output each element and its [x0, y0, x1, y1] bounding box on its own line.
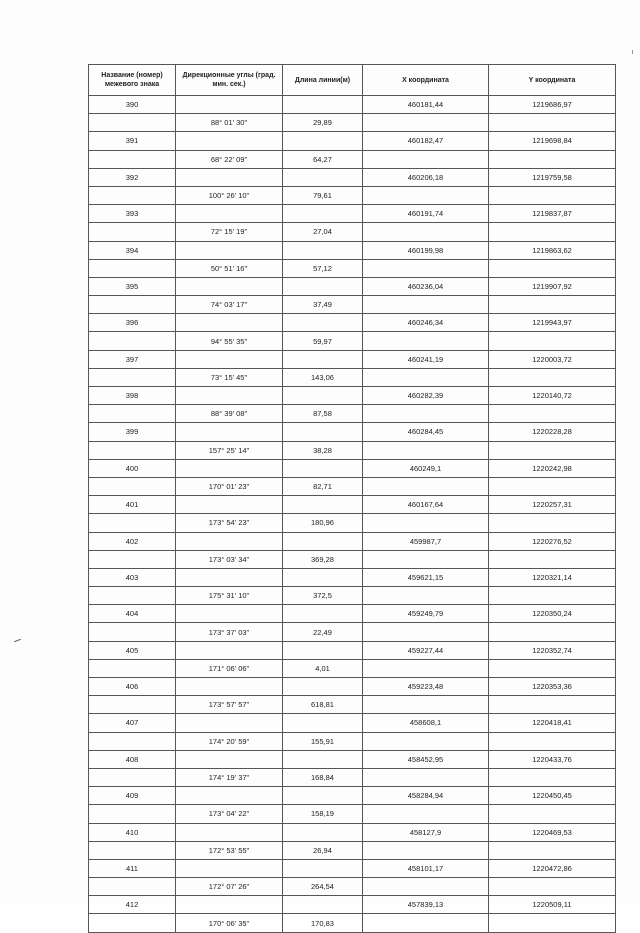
x-coordinate-cell: 458452,95 — [363, 750, 489, 768]
table-row — [89, 623, 616, 641]
direction-angle-cell: 173° 04' 22" — [176, 805, 283, 823]
empty-cell — [283, 241, 363, 259]
header-x-coordinate: X координата — [363, 65, 489, 96]
direction-angle-cell: 72° 15' 19" — [176, 223, 283, 241]
empty-cell — [363, 768, 489, 786]
x-coordinate-cell: 459227,44 — [363, 641, 489, 659]
empty-cell — [363, 805, 489, 823]
direction-angle-cell: 173° 57' 57" — [176, 696, 283, 714]
table-row — [89, 859, 616, 877]
empty-cell — [89, 405, 176, 423]
empty-cell — [176, 423, 283, 441]
direction-angle-cell: 173° 54' 23" — [176, 514, 283, 532]
y-coordinate-cell: 1220353,36 — [489, 678, 616, 696]
direction-angle-cell: 172° 07' 26" — [176, 878, 283, 896]
empty-cell — [176, 532, 283, 550]
empty-cell — [89, 332, 176, 350]
empty-cell — [283, 314, 363, 332]
empty-cell — [283, 96, 363, 114]
y-coordinate-cell: 1220140,72 — [489, 387, 616, 405]
empty-cell — [283, 277, 363, 295]
empty-cell — [489, 368, 616, 386]
empty-cell — [363, 587, 489, 605]
y-coordinate-cell: 1220228,28 — [489, 423, 616, 441]
direction-angle-cell: 174° 19' 37" — [176, 768, 283, 786]
empty-cell — [89, 296, 176, 314]
point-name-cell: 397 — [89, 350, 176, 368]
table-row — [89, 223, 616, 241]
empty-cell — [89, 914, 176, 932]
empty-cell — [283, 387, 363, 405]
empty-cell — [363, 550, 489, 568]
empty-cell — [283, 714, 363, 732]
empty-cell — [363, 259, 489, 277]
empty-cell — [489, 150, 616, 168]
empty-cell — [176, 459, 283, 477]
line-length-cell: 57,12 — [283, 259, 363, 277]
table-row — [89, 496, 616, 514]
point-name-cell: 404 — [89, 605, 176, 623]
table-row — [89, 587, 616, 605]
empty-cell — [89, 623, 176, 641]
header-y-coordinate: Y координата — [489, 65, 616, 96]
table-row — [89, 368, 616, 386]
empty-cell — [363, 368, 489, 386]
empty-cell — [89, 441, 176, 459]
empty-cell — [363, 659, 489, 677]
y-coordinate-cell: 1220350,24 — [489, 605, 616, 623]
y-coordinate-cell: 1220352,74 — [489, 641, 616, 659]
direction-angle-cell: 94° 55' 35" — [176, 332, 283, 350]
empty-cell — [489, 805, 616, 823]
y-coordinate-cell: 1220321,14 — [489, 568, 616, 586]
direction-angle-cell: 88° 39' 08" — [176, 405, 283, 423]
table-row — [89, 768, 616, 786]
point-name-cell: 410 — [89, 823, 176, 841]
x-coordinate-cell: 458127,9 — [363, 823, 489, 841]
empty-cell — [363, 223, 489, 241]
line-length-cell: 168,84 — [283, 768, 363, 786]
direction-angle-cell: 170° 06' 35" — [176, 914, 283, 932]
empty-cell — [489, 696, 616, 714]
x-coordinate-cell: 460191,74 — [363, 205, 489, 223]
point-name-cell: 403 — [89, 568, 176, 586]
empty-cell — [89, 550, 176, 568]
empty-cell — [89, 186, 176, 204]
point-name-cell: 412 — [89, 896, 176, 914]
empty-cell — [363, 841, 489, 859]
empty-cell — [89, 696, 176, 714]
direction-angle-cell: 175° 31' 10" — [176, 587, 283, 605]
point-name-cell: 394 — [89, 241, 176, 259]
direction-angle-cell: 100° 26' 10" — [176, 186, 283, 204]
empty-cell — [489, 587, 616, 605]
direction-angle-cell: 88° 01' 30" — [176, 114, 283, 132]
line-length-cell: 369,28 — [283, 550, 363, 568]
table-row — [89, 205, 616, 223]
line-length-cell: 82,71 — [283, 477, 363, 495]
direction-angle-cell: 173° 37' 03" — [176, 623, 283, 641]
y-coordinate-cell: 1219863,62 — [489, 241, 616, 259]
empty-cell — [176, 714, 283, 732]
table-row — [89, 514, 616, 532]
empty-cell — [363, 114, 489, 132]
line-length-cell: 4,01 — [283, 659, 363, 677]
empty-cell — [176, 859, 283, 877]
empty-cell — [89, 768, 176, 786]
empty-cell — [363, 296, 489, 314]
table-row — [89, 241, 616, 259]
line-length-cell: 264,54 — [283, 878, 363, 896]
line-length-cell: 158,19 — [283, 805, 363, 823]
empty-cell — [363, 186, 489, 204]
direction-angle-cell: 174° 20' 59" — [176, 732, 283, 750]
x-coordinate-cell: 458608,1 — [363, 714, 489, 732]
line-length-cell: 79,61 — [283, 186, 363, 204]
point-name-cell: 407 — [89, 714, 176, 732]
y-coordinate-cell: 1220276,52 — [489, 532, 616, 550]
line-length-cell: 143,06 — [283, 368, 363, 386]
x-coordinate-cell: 460199,98 — [363, 241, 489, 259]
empty-cell — [283, 205, 363, 223]
x-coordinate-cell: 459249,79 — [363, 605, 489, 623]
empty-cell — [176, 787, 283, 805]
point-name-cell: 398 — [89, 387, 176, 405]
table-row — [89, 550, 616, 568]
x-coordinate-cell: 460167,64 — [363, 496, 489, 514]
table-row — [89, 114, 616, 132]
y-coordinate-cell: 1220433,76 — [489, 750, 616, 768]
table-row — [89, 732, 616, 750]
x-coordinate-cell: 458101,17 — [363, 859, 489, 877]
x-coordinate-cell: 460236,04 — [363, 277, 489, 295]
point-name-cell: 405 — [89, 641, 176, 659]
empty-cell — [176, 132, 283, 150]
empty-cell — [489, 441, 616, 459]
header-direction-angle: Дирекционные углы (град. мин. сек.) — [176, 65, 283, 96]
table-row — [89, 841, 616, 859]
table-row — [89, 878, 616, 896]
table-row — [89, 805, 616, 823]
point-name-cell: 396 — [89, 314, 176, 332]
y-coordinate-cell: 1220418,41 — [489, 714, 616, 732]
empty-cell — [89, 223, 176, 241]
empty-cell — [89, 150, 176, 168]
empty-cell — [363, 441, 489, 459]
table-row — [89, 150, 616, 168]
point-name-cell: 400 — [89, 459, 176, 477]
x-coordinate-cell: 460181,44 — [363, 96, 489, 114]
line-length-cell: 37,49 — [283, 296, 363, 314]
direction-angle-cell: 74° 03' 17" — [176, 296, 283, 314]
empty-cell — [363, 914, 489, 932]
empty-cell — [363, 405, 489, 423]
x-coordinate-cell: 460206,18 — [363, 168, 489, 186]
empty-cell — [176, 314, 283, 332]
empty-cell — [283, 132, 363, 150]
x-coordinate-cell: 459621,15 — [363, 568, 489, 586]
direction-angle-cell: 157° 25' 14" — [176, 441, 283, 459]
empty-cell — [283, 423, 363, 441]
empty-cell — [489, 878, 616, 896]
table-row — [89, 659, 616, 677]
empty-cell — [176, 823, 283, 841]
empty-cell — [489, 659, 616, 677]
empty-cell — [363, 150, 489, 168]
empty-cell — [176, 678, 283, 696]
point-name-cell: 392 — [89, 168, 176, 186]
empty-cell — [176, 96, 283, 114]
table-row — [89, 405, 616, 423]
empty-cell — [176, 350, 283, 368]
empty-cell — [283, 641, 363, 659]
empty-cell — [176, 205, 283, 223]
line-length-cell: 180,96 — [283, 514, 363, 532]
empty-cell — [283, 459, 363, 477]
empty-cell — [89, 114, 176, 132]
table-row — [89, 914, 616, 932]
empty-cell — [176, 387, 283, 405]
empty-cell — [176, 641, 283, 659]
empty-cell — [489, 514, 616, 532]
y-coordinate-cell: 1219907,92 — [489, 277, 616, 295]
empty-cell — [363, 696, 489, 714]
table-row — [89, 296, 616, 314]
empty-cell — [283, 787, 363, 805]
line-length-cell: 64,27 — [283, 150, 363, 168]
x-coordinate-cell: 459223,48 — [363, 678, 489, 696]
point-name-cell: 409 — [89, 787, 176, 805]
y-coordinate-cell: 1220472,86 — [489, 859, 616, 877]
direction-angle-cell: 73° 15' 45" — [176, 368, 283, 386]
empty-cell — [283, 168, 363, 186]
x-coordinate-cell: 460284,45 — [363, 423, 489, 441]
scan-edge-mark — [632, 50, 633, 54]
table-row — [89, 750, 616, 768]
empty-cell — [283, 532, 363, 550]
empty-cell — [489, 223, 616, 241]
empty-cell — [489, 623, 616, 641]
direction-angle-cell: 170° 01' 23" — [176, 477, 283, 495]
table-row — [89, 168, 616, 186]
header-line-length: Длина линии(м) — [283, 65, 363, 96]
empty-cell — [283, 568, 363, 586]
table-row — [89, 532, 616, 550]
x-coordinate-cell: 459987,7 — [363, 532, 489, 550]
table-row — [89, 441, 616, 459]
x-coordinate-cell: 460282,39 — [363, 387, 489, 405]
table-row — [89, 387, 616, 405]
y-coordinate-cell: 1220003,72 — [489, 350, 616, 368]
table-row — [89, 714, 616, 732]
y-coordinate-cell: 1219837,87 — [489, 205, 616, 223]
boundary-coordinates-table — [88, 64, 616, 933]
empty-cell — [283, 859, 363, 877]
empty-cell — [89, 732, 176, 750]
line-length-cell: 155,91 — [283, 732, 363, 750]
line-length-cell: 170,83 — [283, 914, 363, 932]
y-coordinate-cell: 1219759,58 — [489, 168, 616, 186]
empty-cell — [283, 823, 363, 841]
direction-angle-cell: 172° 53' 55" — [176, 841, 283, 859]
point-name-cell: 408 — [89, 750, 176, 768]
empty-cell — [89, 368, 176, 386]
line-length-cell: 26,94 — [283, 841, 363, 859]
table-row — [89, 477, 616, 495]
table-row — [89, 605, 616, 623]
empty-cell — [363, 514, 489, 532]
empty-cell — [489, 914, 616, 932]
direction-angle-cell: 173° 03' 34" — [176, 550, 283, 568]
empty-cell — [89, 659, 176, 677]
empty-cell — [363, 332, 489, 350]
empty-cell — [283, 605, 363, 623]
empty-cell — [89, 878, 176, 896]
empty-cell — [89, 805, 176, 823]
empty-cell — [363, 732, 489, 750]
empty-cell — [489, 768, 616, 786]
table-row — [89, 132, 616, 150]
y-coordinate-cell: 1219943,97 — [489, 314, 616, 332]
x-coordinate-cell: 458284,94 — [363, 787, 489, 805]
point-name-cell: 399 — [89, 423, 176, 441]
y-coordinate-cell: 1220242,98 — [489, 459, 616, 477]
y-coordinate-cell: 1220257,31 — [489, 496, 616, 514]
table-row — [89, 96, 616, 114]
empty-cell — [489, 477, 616, 495]
empty-cell — [283, 678, 363, 696]
line-length-cell: 87,58 — [283, 405, 363, 423]
line-length-cell: 372,5 — [283, 587, 363, 605]
x-coordinate-cell: 460246,34 — [363, 314, 489, 332]
empty-cell — [489, 332, 616, 350]
direction-angle-cell: 50° 51' 16" — [176, 259, 283, 277]
table-row — [89, 787, 616, 805]
empty-cell — [89, 477, 176, 495]
empty-cell — [89, 841, 176, 859]
point-name-cell: 406 — [89, 678, 176, 696]
empty-cell — [176, 568, 283, 586]
table-row — [89, 186, 616, 204]
line-length-cell: 618,81 — [283, 696, 363, 714]
line-length-cell: 22,49 — [283, 623, 363, 641]
scan-margin-mark — [14, 639, 21, 642]
empty-cell — [489, 114, 616, 132]
table-row — [89, 277, 616, 295]
header-point-name: Название (номер) межевого знака — [89, 65, 176, 96]
empty-cell — [89, 587, 176, 605]
empty-cell — [489, 841, 616, 859]
empty-cell — [176, 277, 283, 295]
point-name-cell: 402 — [89, 532, 176, 550]
empty-cell — [89, 514, 176, 532]
table-row — [89, 641, 616, 659]
line-length-cell: 59,97 — [283, 332, 363, 350]
y-coordinate-cell: 1219698,84 — [489, 132, 616, 150]
table-row — [89, 350, 616, 368]
table-row — [89, 823, 616, 841]
table-row — [89, 459, 616, 477]
point-name-cell: 391 — [89, 132, 176, 150]
direction-angle-cell: 171° 06' 06" — [176, 659, 283, 677]
x-coordinate-cell: 460182,47 — [363, 132, 489, 150]
table-row — [89, 678, 616, 696]
empty-cell — [363, 878, 489, 896]
y-coordinate-cell: 1220509,11 — [489, 896, 616, 914]
empty-cell — [489, 186, 616, 204]
y-coordinate-cell: 1220450,45 — [489, 787, 616, 805]
empty-cell — [89, 259, 176, 277]
line-length-cell: 38,28 — [283, 441, 363, 459]
table-row — [89, 314, 616, 332]
line-length-cell: 29,89 — [283, 114, 363, 132]
empty-cell — [283, 496, 363, 514]
x-coordinate-cell: 460249,1 — [363, 459, 489, 477]
table-row — [89, 332, 616, 350]
table-row — [89, 568, 616, 586]
table-row — [89, 259, 616, 277]
empty-cell — [176, 168, 283, 186]
empty-cell — [176, 750, 283, 768]
point-name-cell: 393 — [89, 205, 176, 223]
empty-cell — [176, 496, 283, 514]
point-name-cell: 395 — [89, 277, 176, 295]
empty-cell — [176, 241, 283, 259]
x-coordinate-cell: 457839,13 — [363, 896, 489, 914]
point-name-cell: 411 — [89, 859, 176, 877]
empty-cell — [489, 732, 616, 750]
line-length-cell: 27,04 — [283, 223, 363, 241]
empty-cell — [176, 605, 283, 623]
empty-cell — [283, 350, 363, 368]
empty-cell — [489, 296, 616, 314]
table-body — [89, 96, 616, 933]
table-header-row — [89, 65, 616, 96]
empty-cell — [283, 750, 363, 768]
y-coordinate-cell: 1220469,53 — [489, 823, 616, 841]
table-row — [89, 696, 616, 714]
x-coordinate-cell: 460241,19 — [363, 350, 489, 368]
direction-angle-cell: 68° 22' 09" — [176, 150, 283, 168]
point-name-cell: 390 — [89, 96, 176, 114]
point-name-cell: 401 — [89, 496, 176, 514]
empty-cell — [489, 259, 616, 277]
y-coordinate-cell: 1219686,97 — [489, 96, 616, 114]
empty-cell — [363, 623, 489, 641]
table-row — [89, 423, 616, 441]
empty-cell — [363, 477, 489, 495]
empty-cell — [489, 405, 616, 423]
empty-cell — [489, 550, 616, 568]
